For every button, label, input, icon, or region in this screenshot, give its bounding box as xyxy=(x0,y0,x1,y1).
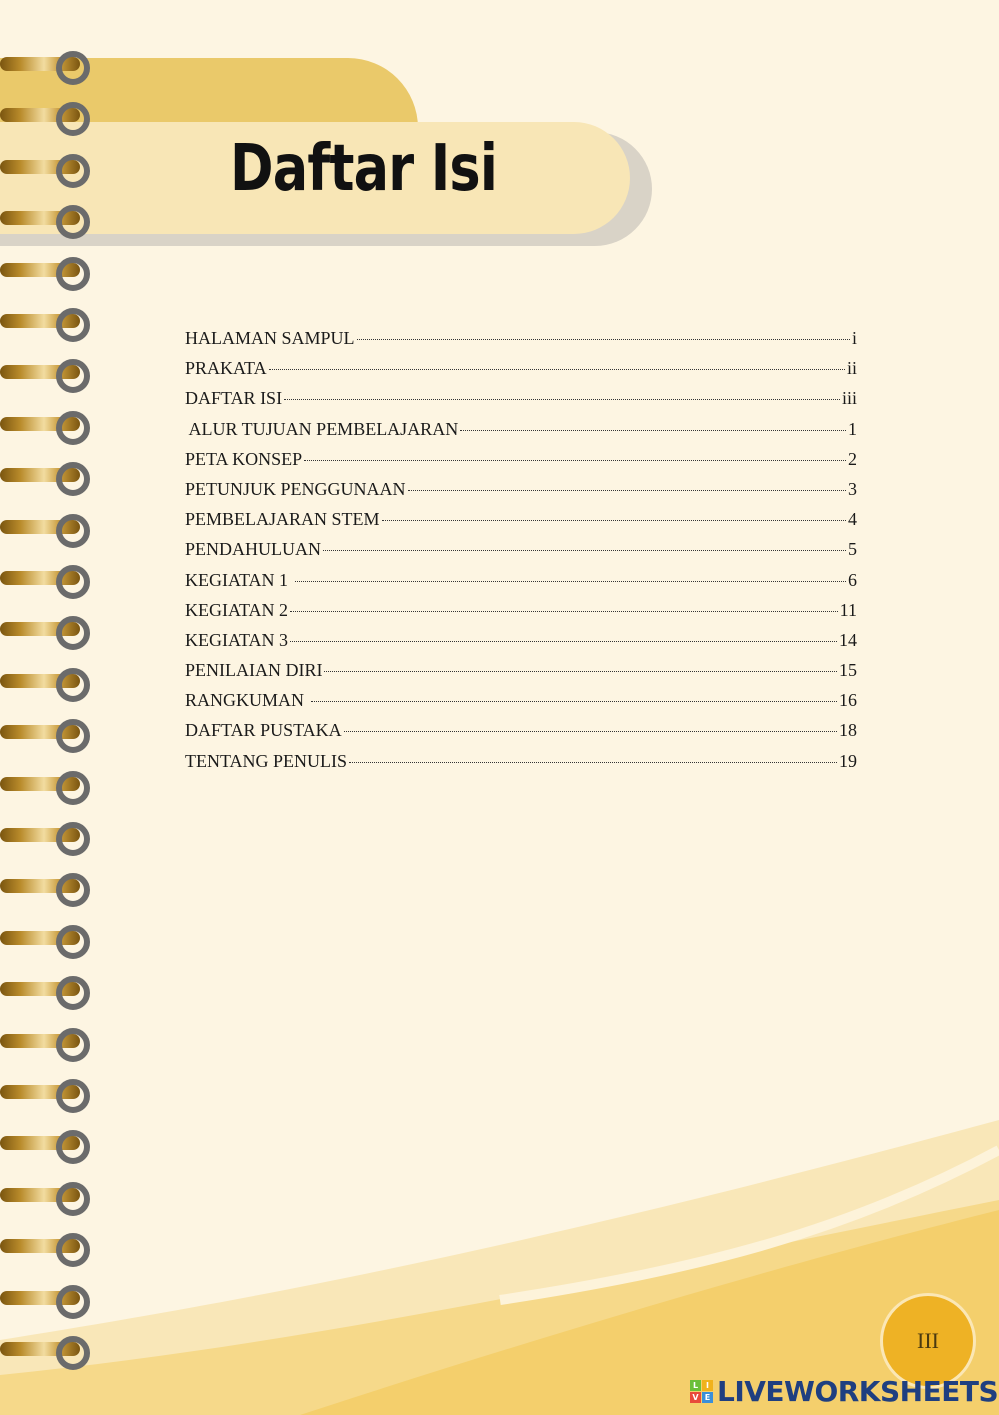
toc-dot-leader xyxy=(324,671,837,672)
toc-entry-page: i xyxy=(851,328,857,348)
toc-entry-page: 16 xyxy=(839,690,857,711)
toc-entry-label: PETA KONSEP xyxy=(185,448,303,469)
toc-dot-leader xyxy=(408,490,847,491)
toc-entry-label: PENILAIAN DIRI xyxy=(185,660,323,681)
page-title: Daftar Isi xyxy=(230,132,498,206)
spiral-ring xyxy=(0,973,92,1007)
toc-entry[interactable] xyxy=(185,449,857,479)
toc-entry[interactable] xyxy=(185,600,857,630)
toc-dot-leader xyxy=(357,339,850,340)
spiral-ring xyxy=(0,305,92,339)
toc-entry[interactable] xyxy=(185,690,857,720)
logo-letter: I xyxy=(702,1380,713,1391)
spiral-ring xyxy=(0,1127,92,1161)
liveworksheets-logo-icon xyxy=(690,1380,713,1403)
spiral-ring xyxy=(0,819,92,853)
toc-entry[interactable] xyxy=(185,539,857,569)
toc-entry-page: 6 xyxy=(848,569,857,590)
toc-entry-label: KEGIATAN 3 xyxy=(185,629,289,650)
toc-entry-page: 14 xyxy=(839,629,857,650)
spiral-ring xyxy=(0,254,92,288)
spiral-ring xyxy=(0,356,92,390)
toc-entry-page: ii xyxy=(846,358,857,379)
spiral-ring xyxy=(0,1025,92,1059)
spiral-ring xyxy=(0,202,92,236)
spiral-ring xyxy=(0,1179,92,1213)
toc-entry-label: KEGIATAN 2 xyxy=(185,599,289,620)
page-number-badge: III xyxy=(880,1293,976,1389)
toc-dot-leader xyxy=(349,762,837,763)
toc-entry-label: ALUR TUJUAN PEMBELAJARAN xyxy=(185,418,459,439)
toc-entry-page: iii xyxy=(841,388,857,409)
toc-entry-page: 19 xyxy=(839,750,857,771)
toc-dot-leader xyxy=(290,611,838,612)
toc-entry-label: TENTANG PENULIS xyxy=(185,750,348,771)
toc-entry[interactable] xyxy=(185,328,857,358)
toc-entry-page: 18 xyxy=(839,720,857,741)
spiral-ring xyxy=(0,511,92,545)
spiral-ring xyxy=(0,716,92,750)
toc-entry-page: 1 xyxy=(848,418,857,439)
spiral-ring xyxy=(0,48,92,82)
toc-entry-page: 15 xyxy=(839,660,857,681)
toc-entry-page: 11 xyxy=(839,599,857,620)
logo-letter: L xyxy=(690,1380,701,1391)
toc-entry[interactable] xyxy=(185,570,857,600)
toc-dot-leader xyxy=(344,731,837,732)
toc-entry[interactable] xyxy=(185,630,857,660)
toc-entry-page: 5 xyxy=(848,539,857,560)
toc-entry-label: PEMBELAJARAN STEM xyxy=(185,509,380,530)
spiral-ring xyxy=(0,1230,92,1264)
toc-entry[interactable] xyxy=(185,479,857,509)
spiral-ring xyxy=(0,665,92,699)
toc-entry-label: PRAKATA xyxy=(185,358,267,379)
toc-dot-leader xyxy=(323,550,846,551)
toc-entry[interactable] xyxy=(185,751,857,781)
logo-letter: V xyxy=(690,1392,701,1403)
toc-dot-leader xyxy=(382,520,846,521)
toc-entry-label: PETUNJUK PENGGUNAAN xyxy=(185,478,406,499)
liveworksheets-watermark xyxy=(690,1374,998,1408)
toc-dot-leader xyxy=(311,701,837,702)
toc-entry-page: 2 xyxy=(848,448,857,469)
toc-dot-leader xyxy=(269,369,845,370)
toc-entry[interactable] xyxy=(185,660,857,690)
spiral-ring xyxy=(0,870,92,904)
toc-entry[interactable] xyxy=(185,720,857,750)
spiral-ring xyxy=(0,1282,92,1316)
watermark-text: LIVEWORKSHEETS xyxy=(717,1374,999,1408)
toc-entry[interactable] xyxy=(185,509,857,539)
toc-entry[interactable] xyxy=(185,388,857,418)
table-of-contents xyxy=(185,328,857,781)
toc-entry-page: 3 xyxy=(848,478,857,499)
spiral-binding xyxy=(0,0,95,1415)
spiral-ring xyxy=(0,562,92,596)
toc-entry-page: 4 xyxy=(848,509,857,530)
spiral-ring xyxy=(0,613,92,647)
toc-entry-label: KEGIATAN 1 xyxy=(185,569,293,590)
toc-entry-label: RANGKUMAN xyxy=(185,690,309,711)
toc-dot-leader xyxy=(295,581,846,582)
toc-dot-leader xyxy=(284,399,840,400)
toc-entry-label: DAFTAR PUSTAKA xyxy=(185,720,342,741)
spiral-ring xyxy=(0,922,92,956)
toc-entry-label: HALAMAN SAMPUL xyxy=(185,328,355,348)
toc-dot-leader xyxy=(290,641,837,642)
spiral-ring xyxy=(0,1333,92,1367)
spiral-ring xyxy=(0,1076,92,1110)
spiral-ring xyxy=(0,768,92,802)
spiral-ring xyxy=(0,459,92,493)
spiral-ring xyxy=(0,99,92,133)
toc-dot-leader xyxy=(304,460,846,461)
logo-letter: E xyxy=(702,1392,713,1403)
toc-entry[interactable] xyxy=(185,419,857,449)
toc-entry-label: DAFTAR ISI xyxy=(185,388,283,409)
spiral-ring xyxy=(0,151,92,185)
spiral-ring xyxy=(0,408,92,442)
toc-entry[interactable] xyxy=(185,358,857,388)
toc-dot-leader xyxy=(460,430,846,431)
toc-entry-label: PENDAHULUAN xyxy=(185,539,321,560)
